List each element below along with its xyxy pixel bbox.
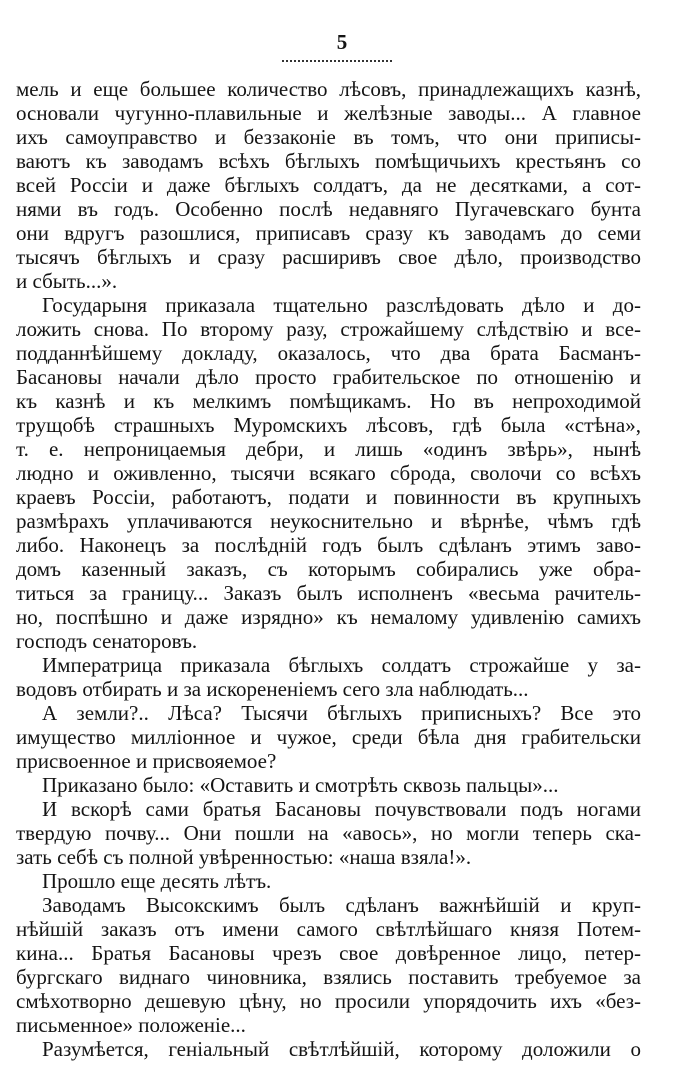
text-line: основали чугунно-плавильные и желѣзные заводы... А главное: [16, 101, 641, 125]
text-line: нѣйшій заказъ отъ имени самого свѣтлѣйшаго князя Потем-: [16, 917, 641, 941]
text-line: присвоенное и присвояемое?: [16, 749, 277, 773]
text-line: мель и еще большее количество лѣсовъ, принадлежащихъ казнѣ,: [16, 77, 641, 101]
paragraph-first-line: Прошло еще десять лѣтъ.: [42, 869, 272, 893]
text-line: краевъ Россіи, работаютъ, подати и повинности въ крупныхъ: [16, 485, 641, 509]
paragraph-first-line: Императрица приказала бѣглыхъ солдатъ строжайше у за-: [42, 653, 641, 677]
paragraph-first-line: Разумѣется, геніальный свѣтлѣйшій, которому доложили о: [42, 1037, 641, 1061]
paragraph-first-line: А земли?.. Лѣса? Тысячи бѣглыхъ приписныхъ? Все это: [42, 701, 641, 725]
text-line: кина... Братья Басановы чрезъ свое довѣренное лицо, петер-: [16, 941, 641, 965]
text-line: трущобѣ страшныхъ Муромскихъ лѣсовъ, гдѣ была «стѣна»,: [16, 413, 641, 437]
paragraph-first-line: И вскорѣ сами братья Басановы почувствовали подъ ногами: [42, 797, 641, 821]
text-line: т. е. непроницаемыя дебри, и лишь «одинъ звѣрь», нынѣ: [16, 437, 641, 461]
text-line: господъ сенаторовъ.: [16, 629, 198, 653]
text-line: титься за границу... Заказъ былъ исполненъ «весьма рачитель-: [16, 581, 641, 605]
text-line: либо. Наконецъ за послѣдній годъ былъ сдѣланъ этимъ заво-: [16, 533, 641, 557]
text-line: имущество милліонное и чужое, среди бѣла дня грабительски: [16, 725, 641, 749]
text-line: тысячъ бѣглыхъ и сразу расширивъ свое дѣло, производство: [16, 245, 641, 269]
text-line: письменное» положеніе...: [16, 1013, 246, 1037]
text-line: подданнѣйшему докладу, оказалось, что два брата Басманъ-: [16, 341, 641, 365]
text-line: людно и оживленно, тысячи всякаго сброда, сволочи со всѣхъ: [16, 461, 641, 485]
body-text: [16, 77, 641, 1061]
text-line: зать себѣ съ полной увѣренностью: «наша взяла!».: [16, 845, 472, 869]
text-line: ваютъ къ заводамъ всѣхъ бѣглыхъ помѣщичьихъ крестьянъ со: [16, 149, 641, 173]
text-line: нями въ годъ. Особенно послѣ недавняго Пугачевскаго бунта: [16, 197, 641, 221]
page-number-rule: [282, 60, 392, 62]
text-line: и сбыть...».: [16, 269, 118, 293]
text-line: Басановы начали дѣло просто грабительское по отношенію и: [16, 365, 641, 389]
paragraph-first-line: Государыня приказала тщательно разслѣдовать дѣло и до-: [42, 293, 641, 317]
text-line: ихъ самоуправство и беззаконіе въ томъ, что они приписы-: [16, 125, 641, 149]
paragraph-first-line: Заводамъ Высокскимъ былъ сдѣланъ важнѣйшій и круп-: [42, 893, 641, 917]
text-line: размѣрахъ уплачиваются неукоснительно и вѣрнѣе, чѣмъ гдѣ: [16, 509, 641, 533]
text-line: всей Россіи и даже бѣглыхъ солдатъ, да не десятками, а сот-: [16, 173, 641, 197]
paragraph-first-line: Приказано было: «Оставить и смотрѣть сквозь пальцы»...: [42, 773, 559, 797]
text-line: домъ казенный заказъ, съ которымъ собирались уже обра-: [16, 557, 641, 581]
text-line: но, поспѣшно и даже изрядно» къ немалому удивленію самихъ: [16, 605, 641, 629]
text-line: бургскаго виднаго чиновника, взялись поставить требуемое за: [16, 965, 641, 989]
text-line: ложить снова. По второму разу, строжайшему слѣдствію и все-: [16, 317, 641, 341]
text-line: къ казнѣ и къ мелкимъ помѣщикамъ. Но въ непроходимой: [16, 389, 641, 413]
page-number: 5: [336, 30, 348, 54]
text-line: смѣхотворно дешевую цѣну, но просили упорядочить ихъ «без-: [16, 989, 641, 1013]
text-line: они вдругъ разошлися, приписавъ сразу къ заводамъ до семи: [16, 221, 641, 245]
text-line: водовъ отбирать и за искорененіемъ сего зла наблюдать...: [16, 677, 529, 701]
text-line: твердую почву... Они пошли на «авось», но могли теперь ска-: [16, 821, 641, 845]
